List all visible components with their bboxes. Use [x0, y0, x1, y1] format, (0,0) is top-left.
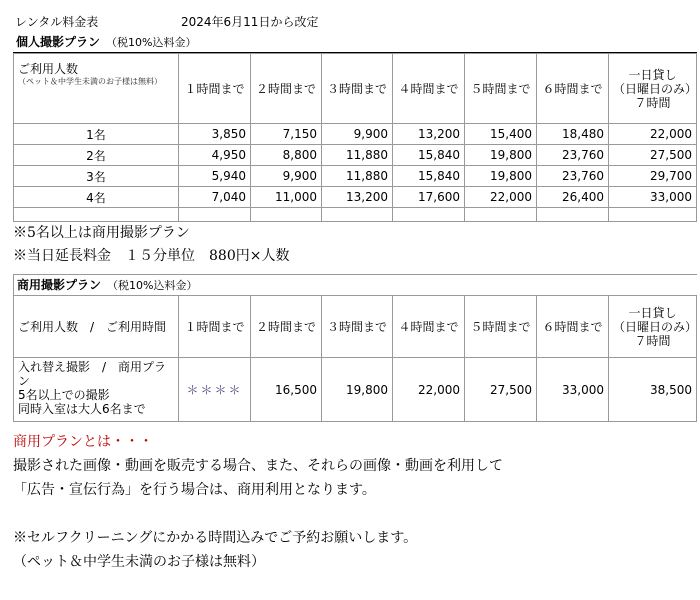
commercial-definition-line2: 「広告・宣伝行為」を行う場合は、商用利用となります。: [13, 482, 376, 498]
day-col-line1: 一日貸し: [628, 305, 677, 320]
row-label: 4名: [14, 187, 179, 208]
revision-date: 2024年6月11日から改定: [181, 15, 319, 29]
day-col-line3: ７時間: [634, 333, 671, 348]
price-cell: 23,760: [537, 145, 609, 166]
commercial-col-6h: ６時間まで: [537, 296, 609, 358]
personal-plan-title: [13, 32, 697, 53]
price-cell: 27,500: [609, 145, 697, 166]
commercial-col-2h: ２時間まで: [251, 296, 322, 358]
row-label-line3: 同時入室は大人6名まで: [18, 402, 146, 416]
personal-col-2h: ２時間まで: [251, 54, 322, 124]
personal-price-table: [13, 53, 697, 222]
price-cell: 9,900: [322, 124, 393, 145]
table-row: [14, 187, 697, 208]
personal-col-3h: ３時間まで: [322, 54, 393, 124]
row-label-line2: 5名以上での撮影: [18, 388, 110, 402]
commercial-row-label: [14, 358, 179, 422]
note-extension: ※当日延長料金 １５分単位 880円×人数: [13, 248, 290, 264]
commercial-col-3h: ３時間まで: [322, 296, 393, 358]
personal-col-1h: １時間まで: [179, 54, 251, 124]
personal-col-5h: ５時間まで: [465, 54, 537, 124]
cleaning-note: ※セルフクリーニングにかかる時間込みでご予約お願いします。: [13, 530, 418, 546]
day-col-line2: （日曜日のみ）: [613, 81, 698, 96]
sheet-title: レンタル料金表: [15, 15, 99, 29]
price-cell: 38,500: [609, 358, 697, 422]
users-header-label: ご利用人数: [18, 62, 79, 76]
price-cell: 22,000: [465, 187, 537, 208]
commercial-definition-heading: 商用プランとは・・・: [13, 434, 153, 450]
personal-col-day: [609, 54, 697, 124]
footer-notes: [13, 430, 697, 574]
day-col-line2: （日曜日のみ）: [613, 319, 698, 334]
commercial-definition-line1: 撮影された画像・動画を販売する場合、また、それらの画像・動画を利用して: [13, 458, 503, 474]
personal-col-4h: ４時間まで: [393, 54, 465, 124]
price-cell: 13,200: [322, 187, 393, 208]
row-label: 3名: [14, 166, 179, 187]
commercial-col-day: [609, 296, 697, 358]
price-cell: 22,000: [609, 124, 697, 145]
commercial-plan-title: [13, 274, 697, 295]
commercial-tax-note: （税10%込料金）: [107, 279, 198, 292]
price-cell: 19,800: [465, 166, 537, 187]
note-over-5: ※5名以上は商用撮影プラン: [13, 225, 190, 241]
price-cell: 11,880: [322, 166, 393, 187]
price-cell: 13,200: [393, 124, 465, 145]
price-cell: 11,000: [251, 187, 322, 208]
table-row: [14, 145, 697, 166]
price-cell: 15,840: [393, 166, 465, 187]
price-cell: 11,880: [322, 145, 393, 166]
price-cell: 4,950: [179, 145, 251, 166]
price-cell: 33,000: [609, 187, 697, 208]
price-cell: 22,000: [393, 358, 465, 422]
price-cell: 29,700: [609, 166, 697, 187]
users-header-note: （ペット＆中学生未満のお子様は無料）: [18, 77, 162, 86]
commercial-users-header: ご利用人数 / ご利用時間: [14, 296, 179, 358]
price-cell: 5,940: [179, 166, 251, 187]
price-cell: 7,040: [179, 187, 251, 208]
commercial-plan-name: 商用撮影プラン: [17, 278, 102, 292]
spacer-row: [14, 208, 697, 222]
table-row: [14, 166, 697, 187]
row-label: 2名: [14, 145, 179, 166]
table-row: [14, 358, 697, 422]
personal-tax-note: （税10%込料金）: [106, 36, 197, 49]
price-cell: 19,800: [322, 358, 393, 422]
personal-users-header: [14, 54, 179, 124]
commercial-header-row: [14, 296, 697, 358]
free-note: （ペット＆中学生未満のお子様は無料）: [13, 554, 265, 570]
commercial-col-4h: ４時間まで: [393, 296, 465, 358]
commercial-col-1h: １時間まで: [179, 296, 251, 358]
commercial-price-table: [13, 295, 697, 422]
price-cell: 16,500: [251, 358, 322, 422]
day-col-line1: 一日貸し: [628, 67, 677, 82]
row-label-line1: 入れ替え撮影 / 商用プラン: [18, 360, 167, 388]
row-label: 1名: [14, 124, 179, 145]
price-cell: 15,840: [393, 145, 465, 166]
personal-header-row: [14, 54, 697, 124]
sheet-header: [13, 8, 697, 32]
price-cell: 18,480: [537, 124, 609, 145]
price-cell: 7,150: [251, 124, 322, 145]
price-cell: 19,800: [465, 145, 537, 166]
price-cell: 9,900: [251, 166, 322, 187]
table-row: [14, 124, 697, 145]
personal-plan-name: 個人撮影プラン: [16, 35, 101, 49]
price-cell: 17,600: [393, 187, 465, 208]
price-cell: 23,760: [537, 166, 609, 187]
personal-col-6h: ６時間まで: [537, 54, 609, 124]
price-sheet: [13, 8, 697, 574]
day-col-line3: ７時間: [634, 95, 671, 110]
price-cell: 33,000: [537, 358, 609, 422]
price-cell: 15,400: [465, 124, 537, 145]
price-cell: 26,400: [537, 187, 609, 208]
price-cell: 3,850: [179, 124, 251, 145]
price-cell: 27,500: [465, 358, 537, 422]
commercial-col-5h: ５時間まで: [465, 296, 537, 358]
price-cell-unavailable: ＊＊＊＊: [179, 358, 251, 422]
price-cell: 8,800: [251, 145, 322, 166]
